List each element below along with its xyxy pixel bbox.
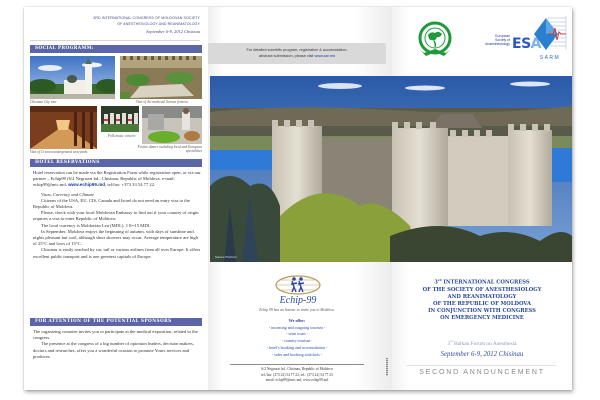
- photo-cricova-wineyards: [30, 106, 97, 149]
- embassy-paragraph: Please, check with your local Moldovan Embassy to find out if your country of origin requires a visa to enter Republic of Moldova.: [33, 210, 199, 222]
- esa-name: European Society of Anaesthesiology: [485, 34, 510, 46]
- sponsors-heading: FOR ATTENTION OF THE POTENTIAL SPONSORS: [30, 318, 202, 326]
- offer-item: - wine tours -: [286, 331, 308, 337]
- header-line-2: OF ANESTHESIOLOGY AND REANIMATOLOGY: [117, 22, 200, 26]
- divider: [30, 40, 200, 41]
- hotel-phone: , tel/fax: +373 33 54 77 22.: [105, 182, 156, 188]
- info-line-1: For detailed scientific program, registration & accomodation,: [246, 48, 348, 52]
- hotel-reservations-heading: HOTEL RESERVATIONS: [30, 159, 202, 167]
- visa-subheading: Visas, Currency and Climate: [41, 191, 94, 197]
- echip99-logo: [258, 275, 338, 305]
- photo-caption: Visit of Cricova underground wineyards: [30, 150, 88, 154]
- offer-item: - country tourism -: [281, 338, 313, 344]
- visa-paragraph: Citizens of the USA, EU, CIS, Canada and Israel do not need an entry visa to the Republic of Moldova.: [33, 197, 190, 210]
- print-imprint: [386, 358, 388, 376]
- climate-paragraph: In September, Moldova enjoys the beginning of autumn, with days of sunshine and nights pleasant but cool, although short showers may occur. Average temperature are high of 25°C and lows of 15°C.: [33, 228, 198, 247]
- offer-title: We offer:: [288, 318, 306, 323]
- info-line-2: abstract submission, please visit: [259, 54, 315, 58]
- currency-paragraph: The local currency is Moldavian Leu (MDL). 1 E=15 MDL: [41, 222, 151, 228]
- hotel-paragraph: Hotel reservation can be made via the Registration Form while registration open, or via our partner – Echip99 (6/2 Negruzzi bd., Chisinau, Republic of Moldova, e-mail: echip99@mtc.md,: [33, 170, 201, 188]
- offer-item: - sales and booking airtickets -: [271, 351, 323, 357]
- congress-dates: September 6-9, 2012 Chisinau: [440, 351, 524, 358]
- photo-caption: Chisinau City tour: [30, 100, 57, 104]
- sarm-logo: [532, 14, 568, 64]
- photo-caption: Visit of the medieval Soroca fortress: [136, 100, 188, 104]
- balkan-forum-subtitle: 3rd Balkan Forum on Anesthesia: [447, 339, 517, 347]
- esa-acronym: ESA: [512, 36, 541, 52]
- second-announcement-label: SECOND ANNOUNCEMENT: [419, 369, 545, 376]
- echip-invite-text: Echip 99 has an honour to invite you to Moldova.: [259, 308, 335, 312]
- divider: [406, 365, 556, 366]
- offer-list: [208, 318, 386, 358]
- social-program-heading: SOCIAL PROGRAMM:: [30, 45, 202, 53]
- brochure: [24, 7, 572, 390]
- svg-text:Echip-99: Echip-99: [279, 295, 317, 305]
- contact-address: 6/2 Negruzzi bd., Chisinau, Republic of Moldova: [261, 367, 333, 371]
- sponsors-paragraph-2: The presence at the congress of a big number of opionion leaders, decision makers, doctors and researches, ofers you a wonderful ocasion to promote Yours services and produces.: [33, 341, 194, 359]
- left-panel-header: [30, 15, 200, 35]
- svg-text:SARM: SARM: [539, 55, 561, 61]
- header-line-1: 3RD INTERNATIONAL CONGRESS OF MOLDOVAN SOCIETY: [93, 16, 200, 20]
- society-globe-logo: [416, 20, 454, 60]
- photo-soroca-fortress: [120, 56, 202, 99]
- sponsors-paragraph-1: The organizing comotee invites you ot participate at the medical exposition, related to the congress.: [33, 329, 198, 341]
- photo-caption: Festive dinner including local and European specialities: [137, 145, 202, 154]
- echip99-link[interactable]: www.echip99.md: [67, 182, 106, 188]
- transport-paragraph: Chisinau is easily reached by car, rail or various airlines from all over Europe. It offers excellent public transport and is one greenest capitals of Europe.: [33, 247, 201, 259]
- hotel-reservations-text: [33, 170, 201, 260]
- divider: [230, 364, 364, 365]
- echip-contact: [208, 367, 386, 384]
- offer-item: - incoming and outgoing tourism -: [268, 324, 326, 330]
- contact-phones: tel./fax: (373 22) 54 77 22, tel.: (373 22) 54 77 23: [261, 372, 333, 377]
- contact-email: email: echip99@mtc.md, www.echip99.md: [265, 378, 329, 383]
- header-date: September 6-9, 2012 Chisinau: [146, 29, 200, 34]
- info-box: [208, 43, 386, 64]
- photo-festive-dinner: [142, 106, 202, 144]
- congress-title: 3rd INTERNATIONAL CONGRESS OF THE SOCIETY OF ANESTHESIOLOGY AND REANIMATOLOGY OF THE REPUBLIC OF MOLDOVA IN CONJUNCTION WITH CONGRESS ON EMERGENCY MEDICINE: [422, 278, 542, 321]
- photo-caption: Folk music concert: [108, 134, 136, 138]
- left-panel: [24, 7, 208, 390]
- sar-link[interactable]: www.sar.md: [314, 54, 335, 58]
- offer-item: - hotel's booking and accomodation -: [266, 344, 328, 350]
- photo-chisinau-cathedral: [30, 56, 115, 99]
- sponsors-text: [33, 329, 201, 360]
- photo-caption: Soroca Fortress: [215, 255, 237, 259]
- photo-folk-concert: [101, 106, 139, 132]
- soroca-fortress-photo: [210, 76, 572, 262]
